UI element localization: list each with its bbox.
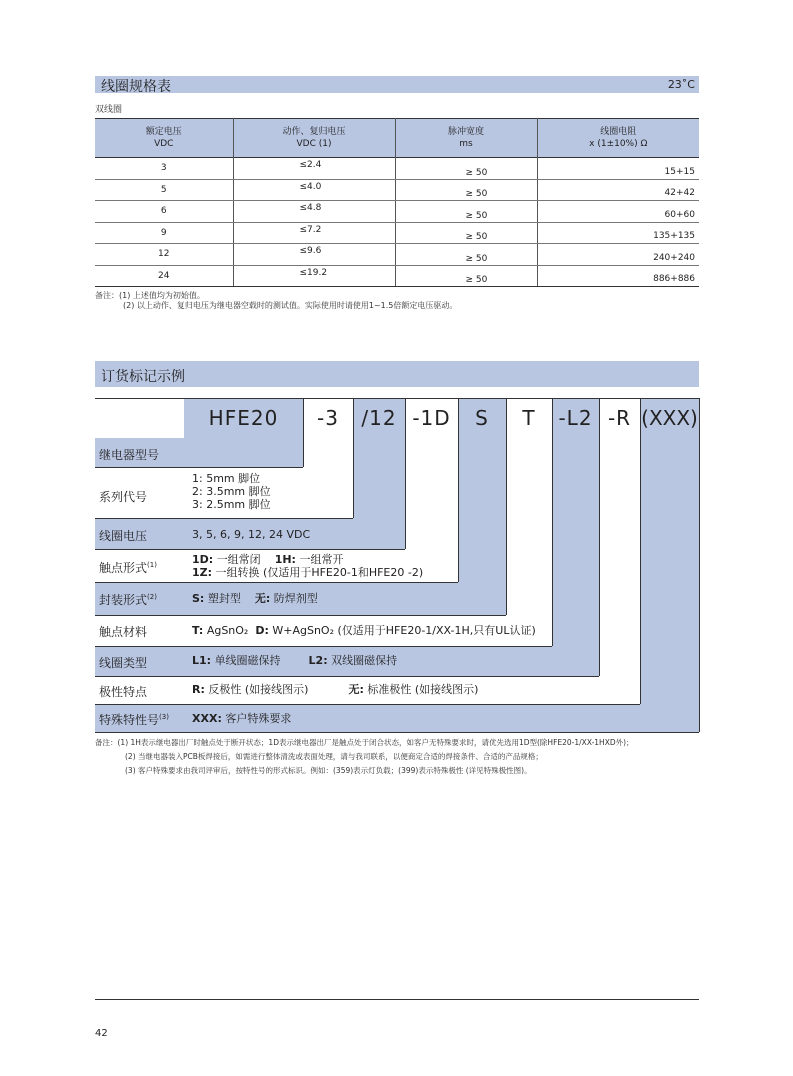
- polarity-options: R: 反极性 (如接线图示) 无: 标准极性 (如接线图示): [192, 683, 479, 696]
- label-polarity: 极性特点: [99, 685, 148, 699]
- contact-form-options: 1D: 一组常闭 1H: 一组常开 1Z: 一组转换 (仅适用于HFE20-1和HFE20 -2): [192, 553, 424, 579]
- header-coil-resistance: 线圈电阻 x (1±10%) Ω: [537, 119, 699, 158]
- coil-note-1: 备注：(1) 上述值均为初始值。: [95, 291, 205, 300]
- table-row: 6 ≤4.8 ≥ 50 60+60: [95, 201, 699, 223]
- material-options: T: AgSnO₂ D: W+AgSnO₂ (仅适用于HFE20-1/XX-1H,只有UL认证): [192, 624, 536, 637]
- header-rated-voltage: 额定电压 VDC: [95, 119, 233, 158]
- coil-subtitle: 双线圈: [95, 105, 123, 115]
- table-header-row: [95, 119, 699, 158]
- rule-polarity: [95, 704, 640, 705]
- coil-type-options: L1: 单线圈磁保持 L2: 双线圈磁保持: [192, 654, 398, 667]
- footer-rule: [95, 999, 699, 1000]
- coil-spec-title: 线圈规格表: [101, 79, 171, 95]
- header-pulse-width: 脉冲宽度 ms: [395, 119, 537, 158]
- code-part-enclosure: S: [475, 406, 489, 430]
- order-title: 订货标记示例: [101, 369, 185, 385]
- coil-spec-table: [95, 118, 699, 287]
- header-operate-voltage: 动作、复归电压 VDC (1): [233, 119, 395, 158]
- order-note-2: (2) 当继电器装入PCB板焊接后，如需进行整体清洗或表面处理，请与我司联系，以便商定合适的焊接条件、合适的产品规格；: [125, 752, 543, 761]
- label-coil-type: 线圈类型: [99, 656, 148, 670]
- special-options: XXX: 客户特殊要求: [192, 712, 292, 725]
- coil-note-2: (2) 以上动作、复归电压为继电器空载时的测试值。实际使用时请使用1~1.5倍额定电压驱动。: [123, 301, 458, 310]
- order-note-3: (3) 客户特殊要求由我司评审后，按特性号的形式标识。例如：(359)表示灯负载；(399)表示特殊极性 (详见特殊极性图)。: [125, 766, 532, 775]
- shade-special-col: [640, 398, 699, 732]
- table-row: 24 ≤19.2 ≥ 50 886+886: [95, 265, 699, 287]
- label-relay-model: 继电器型号: [99, 448, 160, 462]
- code-part-material: T: [522, 406, 536, 430]
- code-part-series: -3: [317, 406, 339, 430]
- rule-series: [95, 518, 353, 519]
- label-series: 系列代号: [99, 490, 148, 504]
- coil-spec-banner: [95, 76, 699, 93]
- order-banner: [95, 361, 699, 387]
- label-enclosure: 封装形式$^{(2)}$: [99, 593, 157, 607]
- rule-voltage: [95, 549, 405, 550]
- code-part-model: HFE20: [208, 406, 279, 430]
- code-part-coil-type: -L2: [558, 406, 593, 430]
- rule-material: [95, 646, 552, 647]
- vline-coil-type: [599, 398, 600, 676]
- enclosure-options: S: 塑封型 无: 防焊剂型: [192, 592, 318, 605]
- temperature-label: 23˚C: [667, 78, 695, 91]
- voltage-options: 3, 5, 6, 9, 12, 24 VDC: [192, 528, 311, 541]
- shade-coil-type-col: [552, 398, 599, 676]
- order-note-1: 备注：(1) 1H表示继电器出厂时触点处于断开状态；1D表示继电器出厂是触点处于闭合状态，如客户无特殊要求时，请优先选用1D型(除HFE20-1/XX-1HXD外)；: [95, 738, 634, 747]
- rule-coil-type: [95, 676, 599, 677]
- vline-polarity: [640, 398, 641, 704]
- page-number: 42: [95, 1028, 108, 1039]
- label-contact-material: 触点材料: [99, 625, 148, 639]
- code-part-contact: -1D: [412, 406, 451, 430]
- code-part-polarity: -R: [607, 406, 632, 430]
- series-options: 1: 5mm 脚位 2: 3.5mm 脚位 3: 2.5mm 脚位: [192, 472, 271, 511]
- code-part-special: (XXX): [641, 406, 698, 430]
- label-coil-voltage: 线圈电压: [99, 529, 148, 543]
- table-row: 12 ≤9.6 ≥ 50 240+240: [95, 244, 699, 266]
- table-row: 3 ≤2.4 ≥ 50 15+15: [95, 158, 699, 180]
- rule-special: [95, 732, 699, 733]
- vline-special: [699, 398, 700, 732]
- table-row: 5 ≤4.0 ≥ 50 42+42: [95, 179, 699, 201]
- label-special: 特殊特性号$^{(3)}$: [99, 713, 169, 727]
- label-contact-form: 触点形式$^{(1)}$: [99, 561, 157, 575]
- rule-contact: [95, 582, 458, 583]
- rule-enclosure: [95, 615, 506, 616]
- shade-special: [95, 704, 699, 732]
- rule-model: [95, 467, 303, 468]
- table-row: 9 ≤7.2 ≥ 50 135+135: [95, 222, 699, 244]
- code-part-voltage: /12: [361, 406, 397, 430]
